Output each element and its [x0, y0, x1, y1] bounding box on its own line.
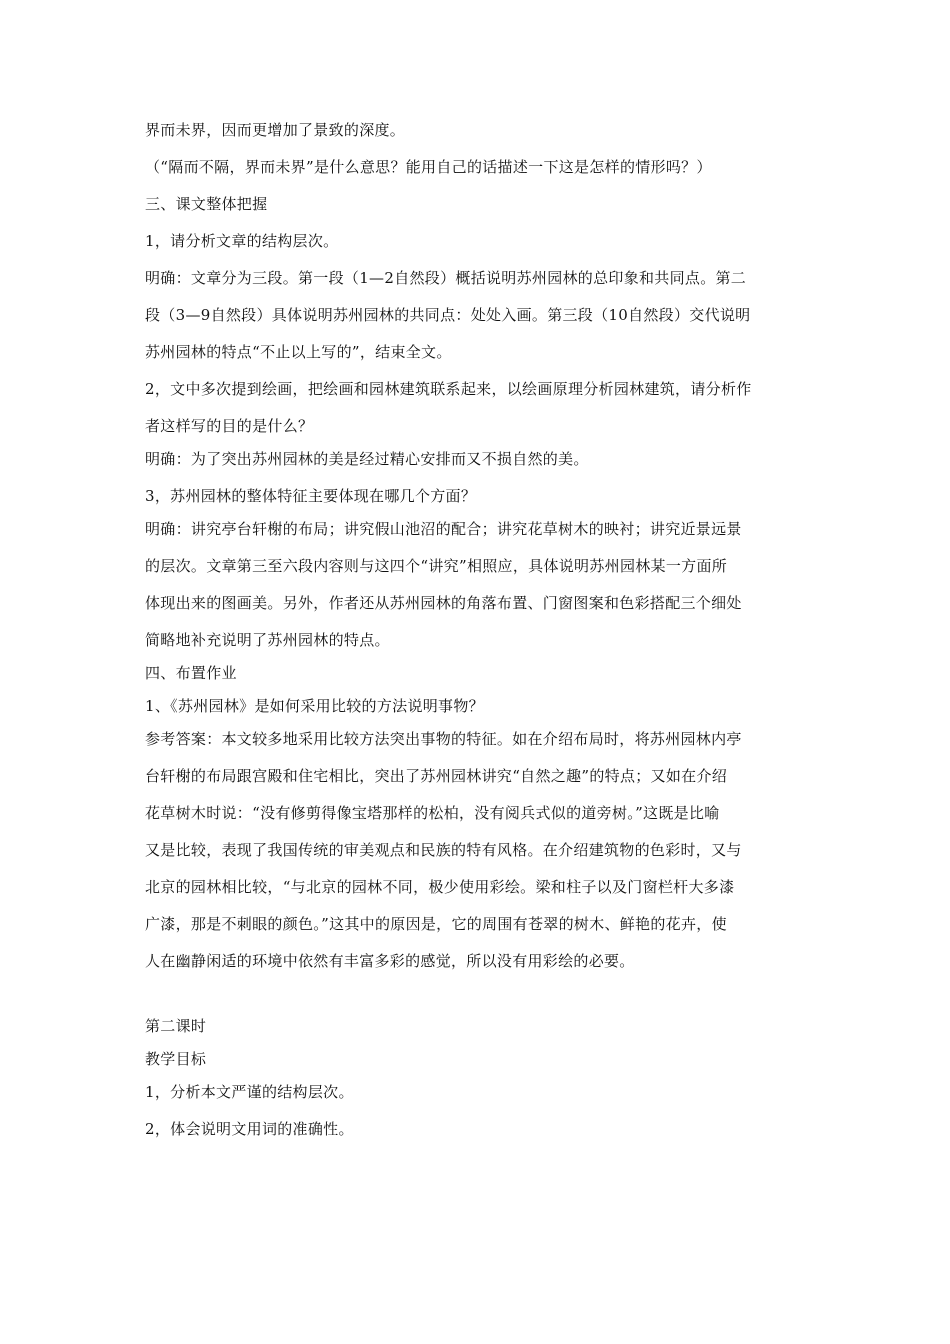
answer-line: 明确：文章分为三段。第一段（1—2自然段）概括说明苏州园林的总印象和共同点。第二: [145, 269, 747, 287]
question-line: 者这样写的目的是什么？: [145, 417, 314, 435]
answer-line: 广漆，那是不刺眼的颜色。”这其中的原因是，它的周围有苍翠的树木、鲜艳的花卉，使: [145, 915, 727, 933]
answer-line: 苏州园林的特点“不止以上写的”，结束全文。: [145, 343, 452, 361]
answer-line: 又是比较，表现了我国传统的审美观点和民族的特有风格。在介绍建筑物的色彩时，又与: [145, 841, 742, 859]
objective-item: 2，体会说明文用词的准确性。: [145, 1120, 354, 1138]
question-line: 3，苏州园林的整体特征主要体现在哪几个方面？: [145, 487, 477, 505]
question-line: 2，文中多次提到绘画，把绘画和园林建筑联系起来，以绘画原理分析园林建筑，请分析作: [145, 380, 752, 398]
answer-line: 人在幽静闲适的环境中依然有丰富多彩的感觉，所以没有用彩绘的必要。: [145, 952, 635, 970]
answer-line: 台轩榭的布局跟宫殿和住宅相比，突出了苏州园林讲究“自然之趣”的特点；又如在介绍: [145, 767, 728, 785]
lesson-heading: 第二课时: [145, 1017, 207, 1035]
answer-line: 明确：讲究亭台轩榭的布局；讲究假山池沼的配合；讲究花草树木的映衬；讲究近景远景: [145, 520, 742, 538]
answer-line: 花草树木时说：“没有修剪得像宝塔那样的松柏，没有阅兵式似的道旁树。”这既是比喻: [145, 804, 720, 822]
question-line: （“隔而不隔，界而未界”是什么意思？能用自己的话描述一下这是怎样的情形吗？）: [145, 158, 712, 176]
answer-line: 北京的园林相比较，“与北京的园林不同，极少使用彩绘。梁和柱子以及门窗栏杆大多漆: [145, 878, 735, 896]
answer-line: 参考答案：本文较多地采用比较方法突出事物的特征。如在介绍布局时，将苏州园林内亭: [145, 730, 742, 748]
document-body: [145, 120, 810, 1139]
paragraph-line: 界而未界，因而更增加了景致的深度。: [145, 121, 406, 139]
answer-line: 段（3—9自然段）具体说明苏州园林的共同点：处处入画。第三段（10自然段）交代说明: [145, 306, 751, 324]
answer-line: 体现出来的图画美。另外，作者还从苏州园林的角落布置、门窗图案和色彩搭配三个细处: [145, 594, 742, 612]
objective-item: 1，分析本文严谨的结构层次。: [145, 1083, 354, 1101]
answer-line: 简略地补充说明了苏州园林的特点。: [145, 631, 390, 649]
answer-line: 明确：为了突出苏州园林的美是经过精心安排而又不损自然的美。: [145, 450, 589, 468]
question-line: 1，请分析文章的结构层次。: [145, 232, 339, 250]
subsection-heading: 教学目标: [145, 1050, 207, 1068]
answer-line: 的层次。文章第三至六段内容则与这四个“讲究”相照应，具体说明苏州园林某一方面所: [145, 557, 728, 575]
section-heading: 三、课文整体把握: [145, 195, 268, 213]
question-line: 1、《苏州园林》是如何采用比较的方法说明事物？: [145, 697, 484, 715]
section-heading: 四、布置作业: [145, 664, 237, 682]
